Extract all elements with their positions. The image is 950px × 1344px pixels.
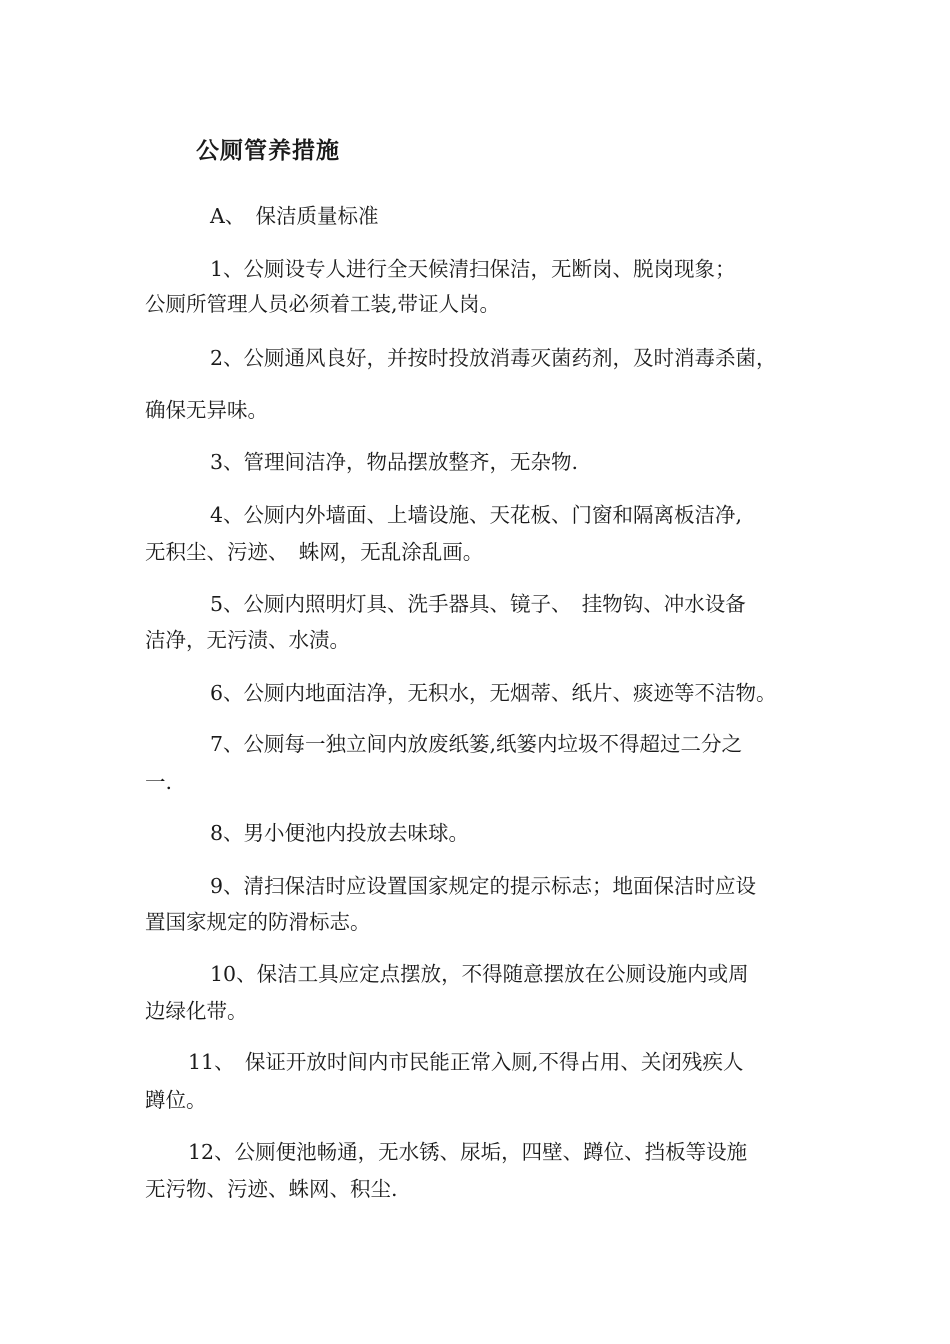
item-2-line-1: 2、公厕通风良好，并按时投放消毒灭菌药剂，及时消毒杀菌， [210,346,777,370]
item-1-line-2: 公厕所管理人员必须着工装,带证人岗。 [145,292,501,316]
item-9-line-2: 置国家规定的防滑标志。 [145,910,371,934]
item-12-line-1: 12、公厕便池畅通，无水锈、尿垢，四壁、蹲位、挡板等设施 [188,1140,748,1164]
item-10-line-1: 10、保洁工具应定点摆放，不得随意摆放在公厕设施内或周 [210,962,749,986]
item-4-line-1: 4、公厕内外墙面、上墙设施、天花板、门窗和隔离板洁净, [210,503,743,527]
section-heading: A、 保洁质量标准 [210,204,379,228]
item-1-line-1: 1、公厕设专人进行全天候清扫保洁，无断岗、脱岗现象； [210,257,736,281]
item-11-line-2: 蹲位。 [145,1088,207,1112]
item-8-line-1: 8、男小便池内投放去味球。 [210,821,470,845]
item-7-line-1: 7、公厕每一独立间内放废纸篓,纸篓内垃圾不得超过二分之 [210,732,743,756]
item-12-line-2: 无污物、污迹、蛛网、积尘. [145,1177,398,1201]
item-7-line-2: 一. [145,770,173,794]
item-2-line-2: 确保无异味。 [145,398,268,422]
item-6-line-1: 6、公厕内地面洁净，无积水，无烟蒂、纸片、痰迹等不洁物。 [210,681,777,705]
item-3-line-1: 3、管理间洁净，物品摆放整齐，无杂物. [210,450,579,474]
item-10-line-2: 边绿化带。 [145,999,248,1023]
document-title: 公厕管养措施 [196,138,340,164]
item-4-line-2: 无积尘、污迹、 蛛网，无乱涂乱画。 [145,540,484,564]
item-9-line-1: 9、清扫保洁时应设置国家规定的提示标志；地面保洁时应设 [210,874,757,898]
item-5-line-1: 5、公厕内照明灯具、洗手器具、镜子、 挂物钩、冲水设备 [210,592,746,616]
item-5-line-2: 洁净，无污渍、水渍。 [145,628,350,652]
item-11-line-1: 11、 保证开放时间内市民能正常入厕,不得占用、关闭残疾人 [188,1050,744,1074]
